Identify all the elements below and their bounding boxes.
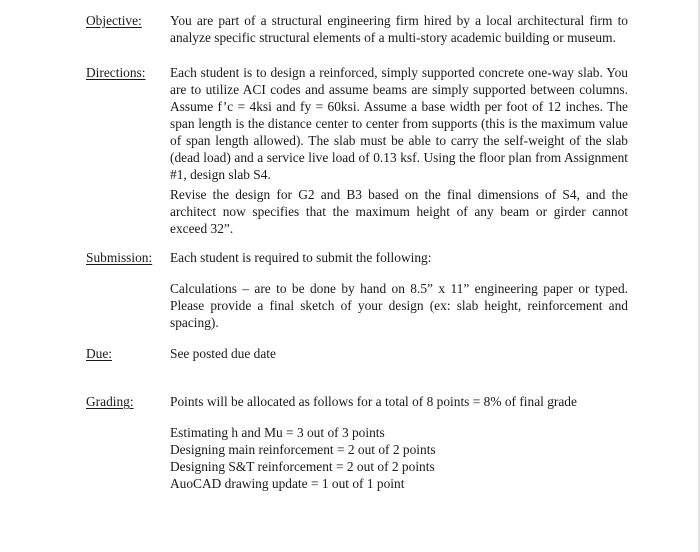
submission-label: Submission: (86, 250, 153, 265)
due-text: See posted due date (170, 346, 276, 361)
grading-points-list (170, 424, 628, 492)
grading-item: AuoCAD drawing update = 1 out of 1 point (170, 476, 405, 491)
grading-item: Estimating h and Mu = 3 out of 3 points (170, 425, 385, 440)
grading-item: Designing S&T reinforcement = 2 out of 2 points (170, 459, 435, 474)
directions-paragraph-2: Revise the design for G2 and B3 based on the final dimensions of S4, and the architect now specifies that the maximum height of any beam or girder cannot exceed 32”. (170, 187, 628, 236)
submission-details: Calculations – are to be done by hand on 8.5” x 11” engineering paper or typed. Please provide a final sketch of your design (ex: slab height, reinforcement and spacing). (170, 281, 628, 330)
grading-item: Designing main reinforcement = 2 out of 2 points (170, 442, 436, 457)
grading-intro: Points will be allocated as follows for a total of 8 points = 8% of final grade (170, 394, 577, 409)
due-label: Due: (86, 346, 113, 361)
objective-text: You are part of a structural engineering firm hired by a local architectural firm to analyze specific structural elements of a multi-story academic building or museum. (170, 13, 628, 45)
directions-label: Directions: (86, 65, 146, 80)
directions-paragraph-1: Each student is to design a reinforced, simply supported concrete one-way slab. You are to utilize ACI codes and assume beams are simply supported between columns. Assume f’c = 4ksi and fy = 60ksi. Assume a base width per foot of 12 inches. The span length is the distance center to center from supports (this is the maximum value of span length allowed). The slab must be able to carry the self-weight of the slab (dead load) and a service live load of 0.13 ksf. Using the floor plan from Assignment #1, design slab S4. (170, 65, 628, 182)
submission-intro: Each student is required to submit the following: (170, 250, 432, 265)
grading-label: Grading: (86, 394, 134, 409)
objective-label: Objective: (86, 13, 142, 28)
